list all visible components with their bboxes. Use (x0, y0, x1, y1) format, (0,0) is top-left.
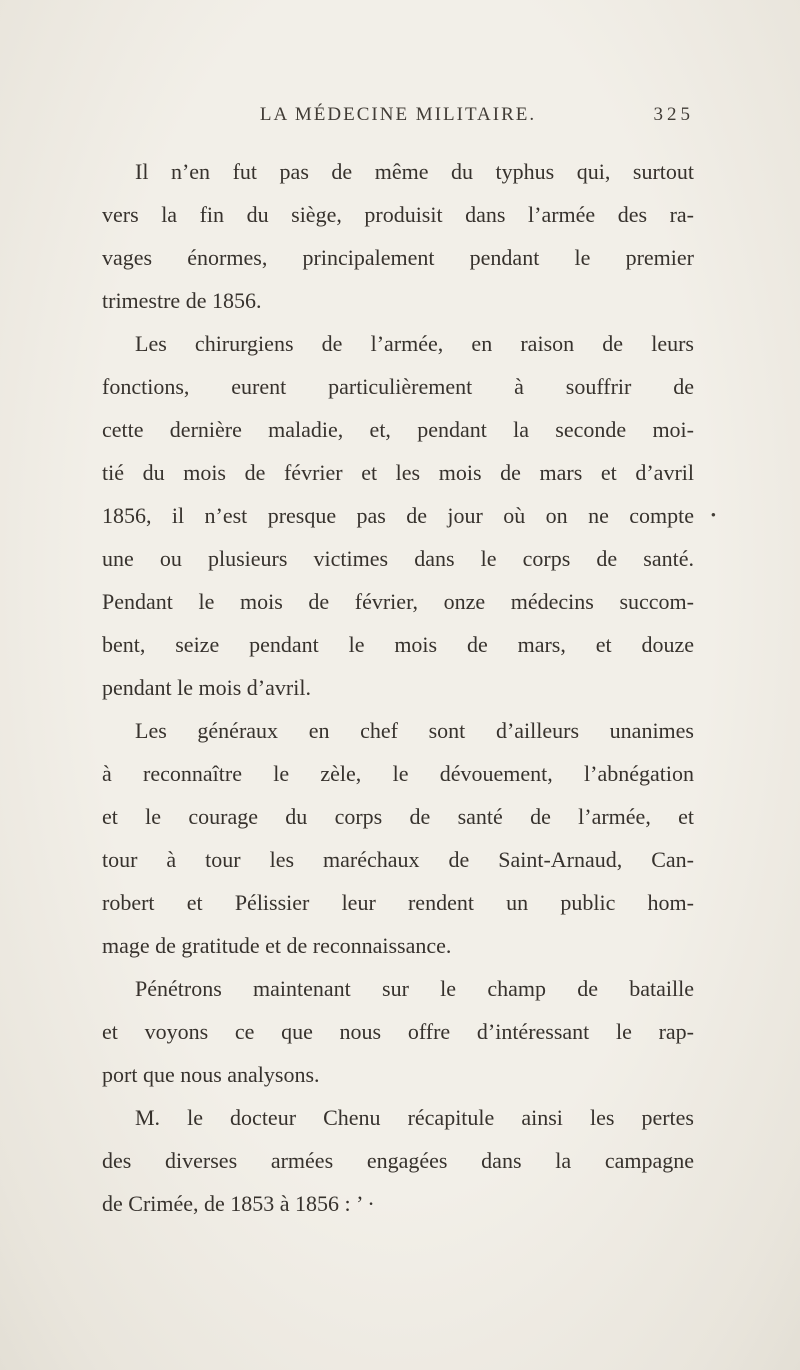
text-line: cette dernière maladie, et, pendant la seconde moi- (102, 417, 694, 442)
text-line: pendant le mois d’avril. (102, 675, 311, 700)
paragraph (102, 322, 716, 709)
text-line: M. le docteur Chenu récapitule ainsi les pertes (135, 1105, 694, 1130)
text-line: trimestre de 1856. (102, 288, 262, 313)
text-line: Les chirurgiens de l’armée, en raison de leurs (135, 331, 694, 356)
paragraph (102, 709, 694, 967)
text-line: Pendant le mois de février, onze médecins succom- (102, 589, 694, 614)
paragraph (102, 1096, 694, 1225)
text-line: tour à tour les maréchaux de Saint-Arnaud, Can- (102, 847, 694, 872)
text-line: tié du mois de février et les mois de mars et d’avril (102, 460, 694, 485)
text-line: une ou plusieurs victimes dans le corps de santé. (102, 546, 694, 571)
text-line: Les généraux en chef sont d’ailleurs unanimes (135, 718, 694, 743)
margin-bullet-mark: • (710, 508, 716, 524)
text-line: des diverses armées engagées dans la campagne (102, 1148, 694, 1173)
running-title: LA MÉDECINE MILITAIRE. (259, 104, 537, 125)
page-number: 325 (653, 104, 694, 125)
text-line: de Crimée, de 1853 à 1856 : ’ · (102, 1191, 375, 1216)
text-line: vages énormes, principalement pendant le premier (102, 245, 694, 270)
text-line: Il n’en fut pas de même du typhus qui, surtout (135, 159, 694, 184)
text-line: Pénétrons maintenant sur le champ de bataille (135, 976, 694, 1001)
text-line: mage de gratitude et de reconnaissance. (102, 933, 452, 958)
text-line: vers la fin du siège, produisit dans l’armée des ra- (102, 202, 694, 227)
text-line: bent, seize pendant le mois de mars, et douze (102, 632, 694, 657)
text-line: 1856, il n’est presque pas de jour où on ne compte • (102, 494, 694, 537)
paragraph (102, 150, 694, 322)
text-line: robert et Pélissier leur rendent un public hom- (102, 890, 694, 915)
page-body (102, 150, 716, 1225)
text-line: à reconnaître le zèle, le dévouement, l’abnégation (102, 761, 694, 786)
text-line: et le courage du corps de santé de l’armée, et (102, 804, 694, 829)
paragraph (102, 967, 694, 1096)
text-line: et voyons ce que nous offre d’intéressant le rap- (102, 1019, 694, 1044)
running-header (102, 104, 694, 134)
text-line: fonctions, eurent particulièrement à souffrir de (102, 374, 694, 399)
text-line: port que nous analysons. (102, 1062, 320, 1087)
